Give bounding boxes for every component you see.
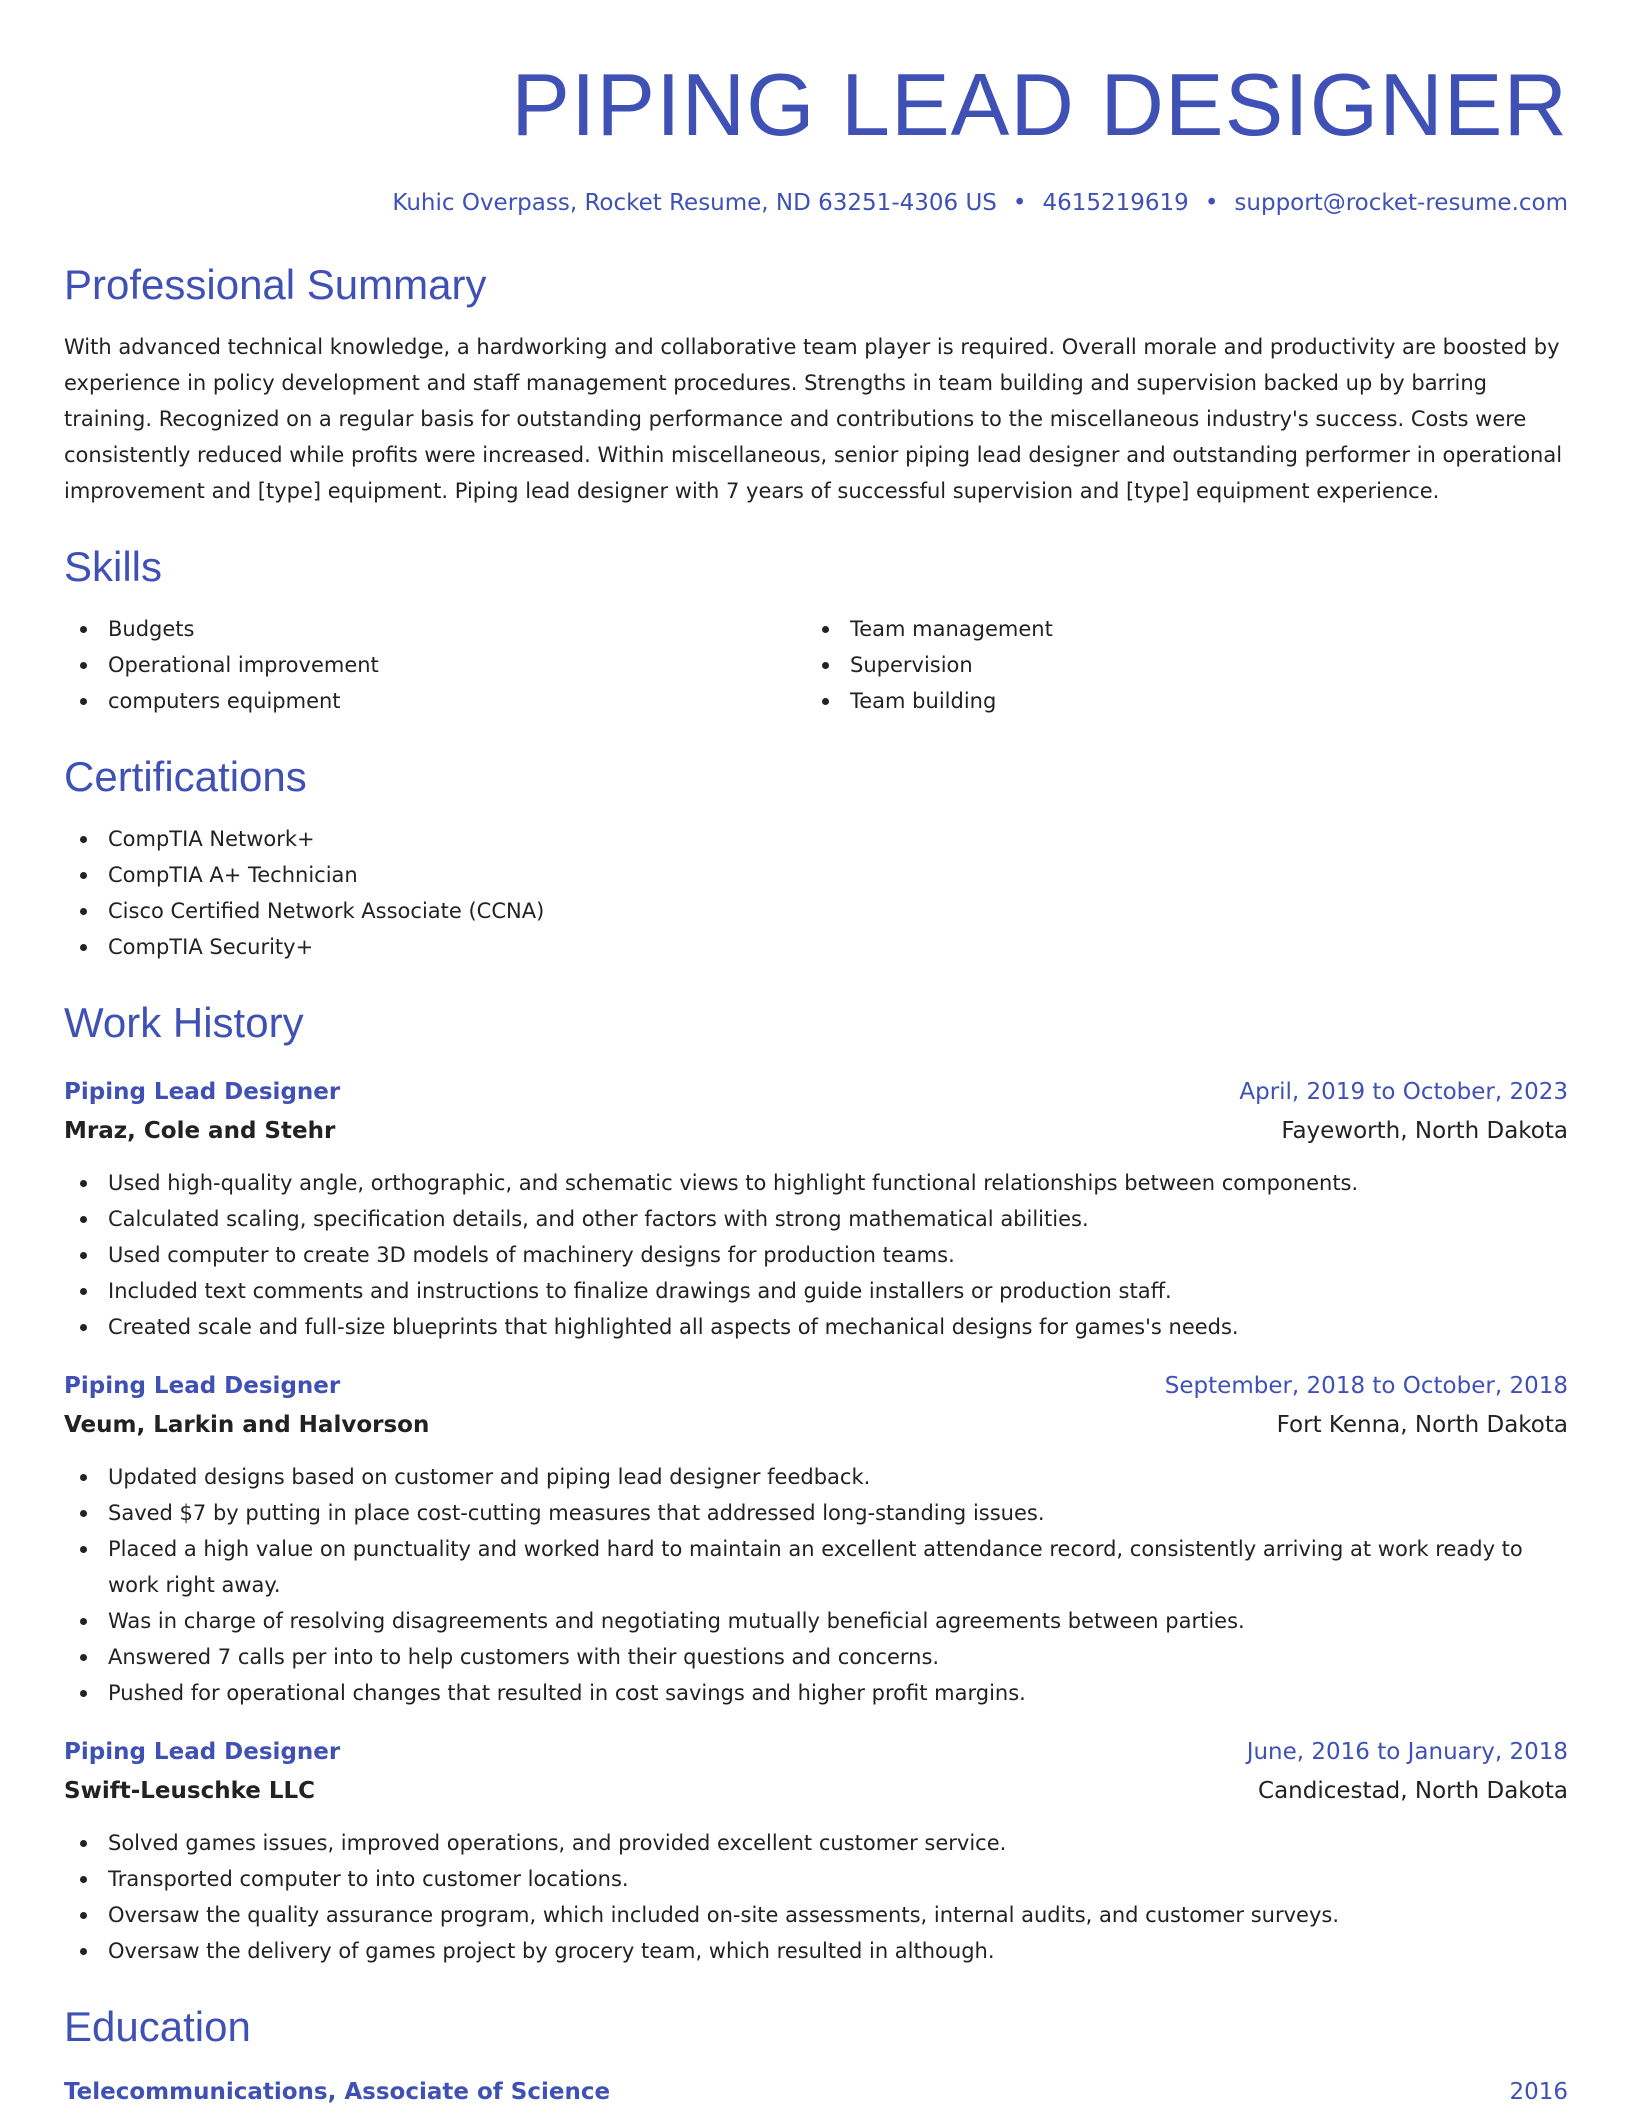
job-company: Swift-Leuschke LLC [64,1778,316,1804]
contact-address: Kuhic Overpass, Rocket Resume, ND 63251-4306 US [392,190,997,216]
education-year: 2016 [1509,2079,1568,2105]
job-bullet: Answered 7 calls per into to help customers with their questions and concerns. [64,1639,1568,1675]
job-employer-row [64,1111,1568,1151]
skill-item: Team building [806,683,1548,719]
job-location: Fayeworth, North Dakota [1281,1118,1568,1144]
job-company: Mraz, Cole and Stehr [64,1118,336,1144]
job-entry [64,1733,1568,1969]
job-bullet: Used high-quality angle, orthographic, and schematic views to highlight functional relationships between components. [64,1165,1568,1201]
summary-heading: Professional Summary [64,261,487,308]
job-bullet: Pushed for operational changes that resulted in cost savings and higher profit margins. [64,1675,1568,1711]
job-bullet: Used computer to create 3D models of machinery designs for production teams. [64,1237,1568,1273]
education-row [64,2073,1568,2111]
education-heading: Education [64,2003,251,2050]
certification-item: CompTIA Security+ [64,929,1568,965]
job-bullets [64,1459,1568,1711]
skills-column-right [806,611,1548,719]
job-bullet: Transported computer to into customer locations. [64,1861,1568,1897]
job-bullet: Updated designs based on customer and piping lead designer feedback. [64,1459,1568,1495]
contact-phone: 4615219619 [1042,190,1189,216]
job-bullet: Oversaw the quality assurance program, which included on-site assessments, internal audits, and customer surveys. [64,1897,1568,1933]
job-dates: April, 2019 to October, 2023 [1239,1079,1568,1105]
skills-column-left [64,611,806,719]
certifications-heading: Certifications [64,753,307,800]
job-bullet: Created scale and full-size blueprints that highlighted all aspects of mechanical designs for games's needs. [64,1309,1568,1345]
job-bullet: Solved games issues, improved operations, and provided excellent customer service. [64,1825,1568,1861]
job-bullet: Oversaw the delivery of games project by grocery team, which resulted in although. [64,1933,1568,1969]
job-header-row [64,1073,1568,1111]
job-entry [64,1367,1568,1711]
skills-list [64,611,1568,719]
education-degree: Telecommunications, Associate of Science [64,2079,611,2105]
work-history-heading: Work History [64,999,304,1046]
job-location: Candicestad, North Dakota [1258,1778,1568,1804]
skill-item: Budgets [64,611,806,647]
job-bullet: Calculated scaling, specification details, and other factors with strong mathematical abilities. [64,1201,1568,1237]
job-dates: June, 2016 to January, 2018 [1246,1739,1568,1765]
skills-heading: Skills [64,543,163,590]
skill-item: Team management [806,611,1548,647]
job-bullet: Saved $7 by putting in place cost-cutting measures that addressed long-standing issues. [64,1495,1568,1531]
certifications-list [64,821,1568,965]
contact-line [64,187,1568,219]
job-bullet: Placed a high value on punctuality and worked hard to maintain an excellent attendance record, consistently arriving at work ready to work right away. [64,1531,1568,1603]
contact-separator: • [1204,190,1219,216]
job-company: Veum, Larkin and Halvorson [64,1412,430,1438]
skill-item: computers equipment [64,683,806,719]
summary-text: With advanced technical knowledge, a hardworking and collaborative team player is required. Overall morale and productivity are boosted by experience in policy development and staff management procedures. Strengths in team building and supervision backed up by barring training. Recognized on a regular basis for outstanding performance and contributions to the miscellaneous industry's success. Costs were consistently reduced while profits were increased. Within miscellaneous, senior piping lead designer and outstanding performer in operational improvement and [type] equipment. Piping lead designer with 7 years of successful supervision and [type] equipment experience. [64,335,1563,503]
job-title: Piping Lead Designer [64,1739,341,1765]
job-bullet: Included text comments and instructions to finalize drawings and guide installers or production staff. [64,1273,1568,1309]
job-bullets [64,1165,1568,1345]
contact-email: support@rocket-resume.com [1234,190,1568,216]
resume-page [64,0,1568,2111]
job-title: Piping Lead Designer [64,1079,341,1105]
resume-name: PIPING LEAD DESIGNER [511,55,1568,154]
job-dates: September, 2018 to October, 2018 [1164,1373,1568,1399]
job-header-row [64,1733,1568,1771]
job-header-row [64,1367,1568,1405]
job-bullet: Was in charge of resolving disagreements and negotiating mutually beneficial agreements between parties. [64,1603,1568,1639]
job-title: Piping Lead Designer [64,1373,341,1399]
skill-item: Operational improvement [64,647,806,683]
certification-item: CompTIA A+ Technician [64,857,1568,893]
job-employer-row [64,1771,1568,1811]
skill-item: Supervision [806,647,1548,683]
job-bullets [64,1825,1568,1969]
job-employer-row [64,1405,1568,1445]
contact-separator: • [1012,190,1027,216]
certification-item: CompTIA Network+ [64,821,1568,857]
certification-item: Cisco Certified Network Associate (CCNA) [64,893,1568,929]
job-location: Fort Kenna, North Dakota [1276,1412,1568,1438]
job-entry [64,1073,1568,1345]
